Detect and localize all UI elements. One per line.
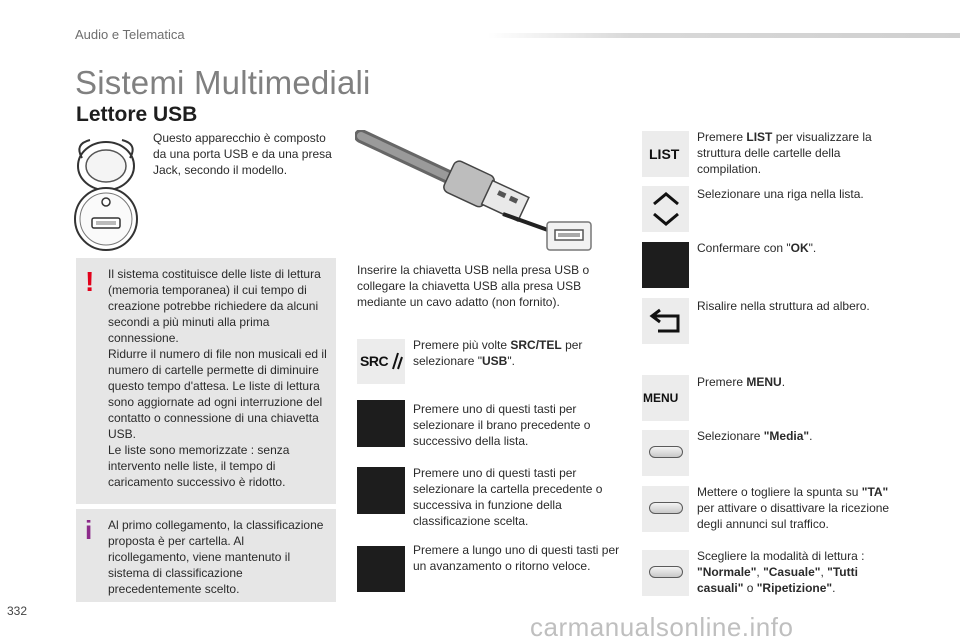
menu-key[interactable]	[642, 375, 689, 421]
mode-separator: ,	[756, 565, 764, 579]
menu-step-pre: Premere	[697, 375, 747, 389]
info-box	[76, 509, 336, 602]
src-step-mid: per selezionare "	[413, 338, 583, 368]
usb-jack-port-illustration	[72, 134, 142, 254]
warning-text	[108, 266, 330, 490]
list-step-text	[697, 129, 887, 177]
mode-option-tutti-casuali: "Tutti casuali"	[697, 565, 858, 595]
header-rule	[488, 33, 960, 38]
section-title: Lettore USB	[76, 103, 198, 126]
track-keys[interactable]	[357, 400, 405, 447]
softkey-pill-icon	[649, 446, 683, 458]
confirm-step-value: OK	[790, 241, 809, 255]
mode-option-ripetizione: "Ripetizione"	[756, 581, 833, 595]
up-down-key[interactable]	[642, 186, 689, 232]
src-step-pre: Premere più volte	[413, 338, 511, 352]
confirm-step-post: ".	[808, 241, 817, 255]
select-row-text: Selezionare una riga nella lista.	[697, 187, 864, 201]
menu-step-text	[697, 374, 887, 390]
info-icon: i	[85, 515, 93, 545]
warning-box	[76, 258, 336, 504]
src-step-key: SRC/TEL	[510, 338, 562, 352]
warning-paragraph-3: Le liste sono memorizzate : senza intervento nelle liste, il tempo di caricamento successivo è ridotto.	[108, 443, 290, 489]
mode-step-text	[697, 548, 887, 596]
src-step-post: ".	[507, 354, 515, 368]
page-title: Sistemi Multimediali	[75, 64, 371, 101]
menu-key-label: MENU	[643, 391, 679, 405]
ta-step-value: "TA"	[861, 485, 889, 499]
warning-paragraph-2: Ridurre il numero di file non musicali ed il numero di cartelle permette di diminuire questo tempo d'attesa. Le liste di lettura sono aggiornate ad ogni interruzione del contatto o connessione di una chiavetta USB.	[108, 347, 327, 441]
warning-paragraph-1: Il sistema costituisce delle liste di lettura (memoria temporanea) il cui tempo di creazione potrebbe richiedere da alcuni secondi a più minuti alla prima connessione.	[108, 267, 321, 345]
track-step-text: Premere uno di questi tasti per selezionare il brano precedente o successivo della lista.	[413, 402, 591, 448]
warning-icon: !	[85, 266, 95, 297]
back-arrow-icon	[649, 307, 683, 335]
mode-option-casuale: "Casuale"	[763, 565, 821, 579]
info-text: Al primo collegamento, la classificazione proposta è per cartella. Al ricollegamento, viene mantenuto il sistema di classificazione precedentemente scelto.	[108, 518, 324, 596]
media-softkey[interactable]	[642, 430, 689, 476]
softkey-pill-icon	[649, 502, 683, 514]
watermark: carmanualsonline.info	[530, 612, 794, 642]
list-key[interactable]	[642, 131, 689, 177]
confirm-step-text	[697, 240, 887, 256]
media-step-pre: Selezionare	[697, 429, 764, 443]
confirm-step-pre: Confermare con "	[697, 241, 791, 255]
folder-step-text: Premere uno di questi tasti per selezionare la cartella precedente o successiva in funzione della classificazione scelta.	[413, 466, 603, 528]
list-key-label: LIST	[649, 146, 680, 162]
ta-step-post: per attivare o disattivare la ricezione degli annunci sul traffico.	[697, 501, 890, 531]
menu-step-key: MENU	[746, 375, 782, 389]
play-mode-softkey[interactable]	[642, 550, 689, 596]
mode-option-normale: "Normale"	[697, 565, 757, 579]
src-step-text	[413, 337, 613, 369]
mode-step-pre: Scegliere la modalità di lettura :	[697, 549, 865, 563]
ta-softkey[interactable]	[642, 486, 689, 532]
ta-step-pre: Mettere o togliere la spunta su	[697, 485, 862, 499]
fast-step-text: Premere a lungo uno di questi tasti per un avanzamento o ritorno veloce.	[413, 543, 620, 573]
ok-key[interactable]	[642, 242, 689, 288]
header-section-title: Audio e Telematica	[75, 27, 185, 42]
mode-step-post: .	[832, 581, 836, 595]
back-key[interactable]	[642, 298, 689, 344]
list-step-key: LIST	[746, 130, 773, 144]
src-tel-key[interactable]	[357, 339, 405, 384]
src-step-value: USB	[481, 354, 508, 368]
usb-instruction: Inserire la chiavetta USB nella presa USB o collegare la chiavetta USB alla presa USB mediante un cavo adatto (non fornito).	[357, 263, 590, 309]
mode-separator: o	[743, 581, 757, 595]
fast-forward-keys[interactable]	[357, 546, 405, 592]
slash-phone-icon	[390, 352, 403, 370]
media-step-value: "Media"	[763, 429, 810, 443]
intro-text: Questo apparecchio è composto da una porta USB e da una presa Jack, secondo il modello.	[153, 131, 332, 177]
page-number: 332	[7, 604, 28, 618]
mode-separator: ,	[820, 565, 828, 579]
chevron-up-down-icon	[650, 191, 682, 227]
media-step-post: .	[809, 429, 813, 443]
back-step-text: Risalire nella struttura ad albero.	[697, 299, 870, 313]
folder-keys[interactable]	[357, 467, 405, 514]
list-step-pre: Premere	[697, 130, 747, 144]
list-step-post: per visualizzare la struttura delle cartelle della compilation.	[697, 130, 872, 176]
src-key-label: SRC	[360, 353, 389, 369]
menu-step-post: .	[781, 375, 786, 389]
usb-stick-illustration	[355, 130, 595, 255]
media-step-text	[697, 428, 887, 444]
softkey-pill-icon	[649, 566, 683, 578]
ta-step-text	[697, 484, 902, 532]
